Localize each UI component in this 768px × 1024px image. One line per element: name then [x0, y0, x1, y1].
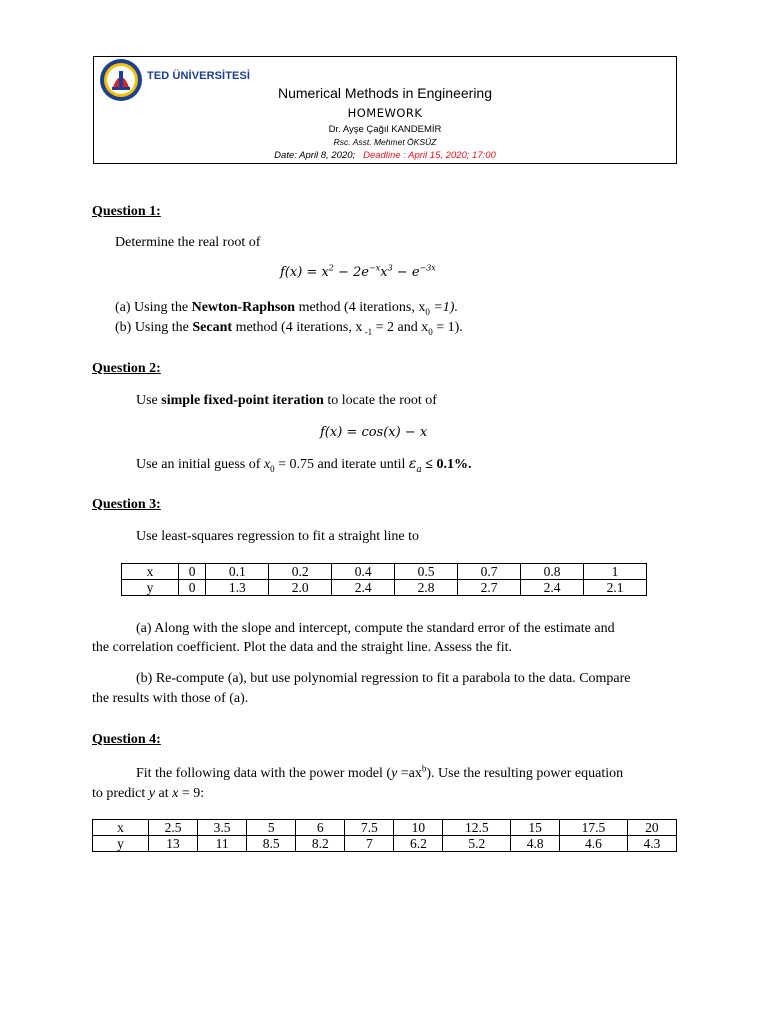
course-title: Numerical Methods in Engineering — [278, 85, 492, 101]
homework-label: HOMEWORK — [347, 106, 423, 120]
question-1-part-a: (a) Using the Newton-Raphson method (4 iterations, $x_0 =1$). — [115, 300, 458, 317]
question-3-part-a-line-2: the correlation coefficient. Plot the data and the straight line. Assess the fit. — [92, 640, 513, 655]
assistant-name: Rsc. Asst. Mehmet ÖKSÜZ — [333, 137, 437, 147]
question-1-equation: $f(x) = x^2 - 2e^{-x}x^3 - e^{-3x}$ — [280, 263, 436, 280]
question-3-data-table — [121, 563, 647, 596]
table-row: y 0 1.3 2.0 2.4 2.8 2.7 2.4 2.1 — [122, 580, 647, 596]
question-3-heading: Question 3: — [92, 497, 161, 512]
date-line — [93, 150, 677, 161]
question-4-intro-line-1: Fit the following data with the power model $(y =ax^b)$. Use the resulting power equation — [136, 763, 624, 781]
assignment-date: Date: April 8, 2020; — [274, 150, 356, 161]
question-4-heading: Question 4: — [92, 732, 161, 747]
question-3-part-b-line-1: (b) Re-compute (a), but use polynomial regression to fit a parabola to the data. Compare — [136, 671, 631, 686]
question-1-heading: Question 1: — [92, 204, 161, 219]
question-3-part-a-line-1: (a) Along with the slope and intercept, compute the standard error of the estimate and — [136, 621, 615, 636]
question-2-intro: Use simple fixed-point iteration to locate the root of — [136, 393, 437, 408]
question-2-heading: Question 2: — [92, 361, 161, 376]
table-row: x 0 0.1 0.2 0.4 0.5 0.7 0.8 1 — [122, 564, 647, 580]
university-name: TED ÜNİVERSİTESİ — [147, 70, 251, 82]
instructor-name: Dr. Ayşe Çağıl KANDEMİR — [328, 124, 442, 135]
question-1-part-b: (b) Using the Secant method (4 iterations, x $_{-1}$ = 2 and $x_0 = 1$). — [115, 320, 463, 337]
question-2-guess: Use an initial guess of $x_0 = 0.75$ and iterate until $\varepsilon_a \le 0.1\%$. — [136, 456, 472, 475]
question-3-part-b-line-2: the results with those of (a). — [92, 691, 249, 706]
table-row: x 2.5 3.5 5 6 7.5 10 12.5 15 17.5 20 — [93, 820, 677, 836]
question-2-equation: f(x) = cos(x) − x — [320, 425, 428, 440]
question-3-intro: Use least-squares regression to fit a straight line to — [136, 529, 420, 544]
question-4-intro-line-2: to predict y at x = 9: — [92, 786, 205, 801]
deadline: Deadline : April 15, 2020; 17:00 — [363, 150, 496, 161]
table-row: y 13 11 8.5 8.2 7 6.2 5.2 4.8 4.6 4.3 — [93, 836, 677, 852]
question-4-data-table — [92, 819, 677, 852]
question-1-intro: Determine the real root of — [115, 235, 261, 250]
